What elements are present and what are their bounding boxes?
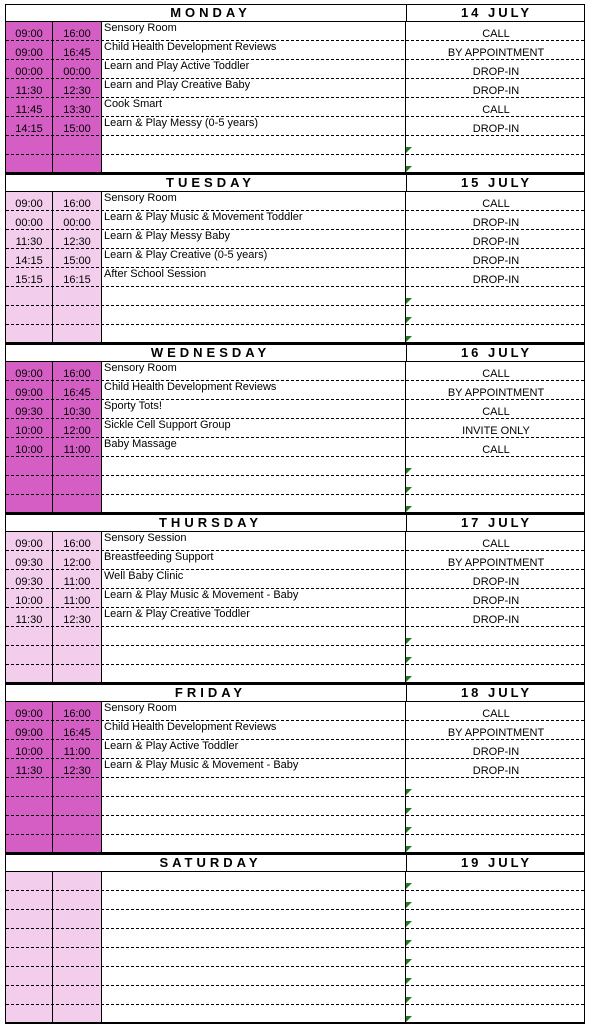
schedule-row <box>6 759 584 778</box>
schedule-row <box>6 948 584 967</box>
activity-cell: Learn & Play Active Toddler <box>104 740 239 752</box>
activity-cell <box>102 457 405 476</box>
activity-cell: Child Health Development Reviews <box>104 721 277 733</box>
start-time-cell: 09:00 <box>6 381 53 400</box>
start-time-cell: 15:15 <box>6 268 53 287</box>
booking-cell <box>405 797 586 816</box>
booking-cell <box>405 929 586 948</box>
day-name: THURSDAY <box>158 515 263 530</box>
booking-cell: DROP-IN <box>405 60 586 79</box>
end-time-cell <box>53 778 102 797</box>
booking-cell: CALL <box>405 192 586 211</box>
end-time-cell <box>53 929 102 948</box>
booking-cell <box>405 986 586 1005</box>
booking-cell: DROP-IN <box>405 268 586 287</box>
booking-cell: DROP-IN <box>405 211 586 230</box>
start-time-cell: 09:30 <box>6 551 53 570</box>
schedule-row <box>6 287 584 306</box>
start-time-cell <box>6 627 53 646</box>
activity-cell: Child Health Development Reviews <box>104 381 277 393</box>
end-time-cell: 12:30 <box>53 79 102 98</box>
end-time-cell: 11:00 <box>53 438 102 457</box>
day-header <box>6 175 584 192</box>
start-time-cell <box>6 910 53 929</box>
booking-cell <box>405 967 586 986</box>
start-time-cell: 10:00 <box>6 740 53 759</box>
booking-cell: CALL <box>405 22 586 41</box>
comment-marker-icon <box>406 978 412 984</box>
schedule-row <box>6 41 584 60</box>
end-time-cell: 11:00 <box>53 570 102 589</box>
end-time-cell: 12:00 <box>53 419 102 438</box>
booking-cell <box>405 778 586 797</box>
end-time-cell: 12:00 <box>53 551 102 570</box>
end-time-cell: 16:00 <box>53 362 102 381</box>
start-time-cell: 09:00 <box>6 702 53 721</box>
booking-cell: DROP-IN <box>405 249 586 268</box>
schedule-row <box>6 570 584 589</box>
end-time-cell <box>53 627 102 646</box>
day-date: 16 JULY <box>406 345 586 361</box>
start-time-cell <box>6 476 53 495</box>
activity-cell <box>102 910 405 929</box>
day-section-saturday <box>5 854 585 1023</box>
activity-cell: Learn & Play Creative (0-5 years) <box>104 249 268 261</box>
booking-cell: INVITE ONLY <box>405 419 586 438</box>
schedule-row <box>6 60 584 79</box>
start-time-cell: 11:45 <box>6 98 53 117</box>
activity-cell: Learn and Play Active Toddler <box>104 60 250 72</box>
booking-cell: DROP-IN <box>405 740 586 759</box>
end-time-cell: 11:00 <box>53 589 102 608</box>
start-time-cell <box>6 797 53 816</box>
end-time-cell: 00:00 <box>53 211 102 230</box>
booking-cell: DROP-IN <box>405 759 586 778</box>
end-time-cell: 15:00 <box>53 249 102 268</box>
booking-cell: CALL <box>405 532 586 551</box>
day-name: SATURDAY <box>159 855 262 870</box>
activity-cell <box>102 986 405 1005</box>
start-time-cell <box>6 891 53 910</box>
start-time-cell <box>6 948 53 967</box>
activity-cell <box>102 646 405 665</box>
booking-cell: DROP-IN <box>405 608 586 627</box>
activity-cell: Learn & Play Messy (0-5 years) <box>104 117 259 129</box>
end-time-cell <box>53 910 102 929</box>
day-section-tuesday <box>5 174 585 343</box>
start-time-cell <box>6 287 53 306</box>
schedule-row <box>6 721 584 740</box>
schedule-row <box>6 457 584 476</box>
start-time-cell: 11:30 <box>6 230 53 249</box>
booking-cell: DROP-IN <box>405 570 586 589</box>
activity-cell: Sensory Room <box>104 22 177 34</box>
end-time-cell: 15:00 <box>53 117 102 136</box>
start-time-cell <box>6 646 53 665</box>
booking-cell: DROP-IN <box>405 79 586 98</box>
schedule-row <box>6 249 584 268</box>
comment-marker-icon <box>406 902 412 908</box>
start-time-cell: 10:00 <box>6 589 53 608</box>
schedule-row <box>6 381 584 400</box>
start-time-cell <box>6 306 53 325</box>
end-time-cell: 12:30 <box>53 230 102 249</box>
start-time-cell: 11:30 <box>6 759 53 778</box>
booking-cell: BY APPOINTMENT <box>405 721 586 740</box>
schedule-row <box>6 438 584 457</box>
start-time-cell <box>6 967 53 986</box>
start-time-cell: 11:30 <box>6 608 53 627</box>
comment-marker-icon <box>406 487 412 493</box>
start-time-cell: 10:00 <box>6 438 53 457</box>
comment-marker-icon <box>406 921 412 927</box>
end-time-cell: 11:00 <box>53 740 102 759</box>
day-date: 18 JULY <box>406 685 586 701</box>
activity-cell: Sensory Room <box>104 192 177 204</box>
day-date: 17 JULY <box>406 515 586 531</box>
start-time-cell: 11:30 <box>6 79 53 98</box>
day-date: 14 JULY <box>406 5 586 21</box>
schedule-row <box>6 702 584 721</box>
day-date: 15 JULY <box>406 175 586 191</box>
activity-cell <box>102 872 405 891</box>
activity-cell: Learn & Play Music & Movement - Baby <box>104 759 299 771</box>
start-time-cell: 10:00 <box>6 419 53 438</box>
start-time-cell: 14:15 <box>6 249 53 268</box>
start-time-cell: 09:00 <box>6 22 53 41</box>
comment-marker-icon <box>406 789 412 795</box>
booking-cell <box>405 627 586 646</box>
schedule-row <box>6 306 584 325</box>
end-time-cell: 12:30 <box>53 608 102 627</box>
end-time-cell <box>53 891 102 910</box>
booking-cell <box>405 306 586 325</box>
schedule-row <box>6 419 584 438</box>
activity-cell <box>102 627 405 646</box>
end-time-cell: 16:45 <box>53 41 102 60</box>
start-time-cell: 00:00 <box>6 60 53 79</box>
section-divider <box>5 1022 585 1024</box>
day-header <box>6 345 584 362</box>
start-time-cell: 09:00 <box>6 362 53 381</box>
schedule-row <box>6 192 584 211</box>
end-time-cell <box>53 306 102 325</box>
schedule-row <box>6 400 584 419</box>
activity-cell: Learn & Play Music & Movement - Baby <box>104 589 299 601</box>
schedule-row <box>6 532 584 551</box>
day-section-wednesday <box>5 344 585 513</box>
comment-marker-icon <box>406 959 412 965</box>
activity-cell: Sickle Cell Support Group <box>104 419 231 431</box>
end-time-cell <box>53 136 102 155</box>
end-time-cell: 10:30 <box>53 400 102 419</box>
activity-cell: Learn & Play Messy Baby <box>104 230 230 242</box>
booking-cell: CALL <box>405 702 586 721</box>
end-time-cell <box>53 287 102 306</box>
activity-cell: Learn & Play Music & Movement Toddler <box>104 211 303 223</box>
day-header <box>6 5 584 22</box>
day-header <box>6 515 584 532</box>
schedule-row <box>6 872 584 891</box>
day-name: MONDAY <box>170 5 251 20</box>
comment-marker-icon <box>406 147 412 153</box>
activity-cell <box>102 136 405 155</box>
activity-cell: Cook Smart <box>104 98 163 110</box>
schedule-row <box>6 476 584 495</box>
comment-marker-icon <box>406 827 412 833</box>
end-time-cell <box>53 797 102 816</box>
start-time-cell: 14:15 <box>6 117 53 136</box>
booking-cell: CALL <box>405 98 586 117</box>
activity-cell: Baby Massage <box>104 438 177 450</box>
day-section-friday <box>5 684 585 853</box>
end-time-cell: 16:00 <box>53 22 102 41</box>
comment-marker-icon <box>406 808 412 814</box>
booking-cell: BY APPOINTMENT <box>405 41 586 60</box>
booking-cell: CALL <box>405 362 586 381</box>
activity-cell: Learn & Play Creative Toddler <box>104 608 250 620</box>
activity-cell <box>102 891 405 910</box>
schedule-row <box>6 646 584 665</box>
comment-marker-icon <box>406 298 412 304</box>
activity-cell <box>102 797 405 816</box>
start-time-cell: 09:00 <box>6 192 53 211</box>
activity-cell: Sporty Tots! <box>104 400 162 412</box>
end-time-cell: 12:30 <box>53 759 102 778</box>
day-section-thursday <box>5 514 585 683</box>
booking-cell <box>405 816 586 835</box>
schedule-row <box>6 778 584 797</box>
activity-cell: Child Health Development Reviews <box>104 41 277 53</box>
end-time-cell: 16:45 <box>53 721 102 740</box>
activity-cell: Well Baby Clinic <box>104 570 184 582</box>
day-name: TUESDAY <box>166 175 255 190</box>
start-time-cell <box>6 986 53 1005</box>
end-time-cell: 16:00 <box>53 702 102 721</box>
day-header <box>6 855 584 872</box>
activity-cell <box>102 816 405 835</box>
comment-marker-icon <box>406 468 412 474</box>
schedule-row <box>6 136 584 155</box>
booking-cell: DROP-IN <box>405 117 586 136</box>
end-time-cell <box>53 967 102 986</box>
schedule-row <box>6 230 584 249</box>
booking-cell <box>405 891 586 910</box>
booking-cell <box>405 872 586 891</box>
end-time-cell: 16:00 <box>53 192 102 211</box>
activity-cell <box>102 929 405 948</box>
activity-cell: Sensory Room <box>104 702 177 714</box>
activity-cell: Sensory Session <box>104 532 187 544</box>
end-time-cell <box>53 986 102 1005</box>
activity-cell: Breastfeeding Support <box>104 551 214 563</box>
end-time-cell <box>53 476 102 495</box>
schedule-row <box>6 740 584 759</box>
end-time-cell <box>53 816 102 835</box>
activity-cell <box>102 967 405 986</box>
start-time-cell: 09:00 <box>6 721 53 740</box>
schedule-row <box>6 816 584 835</box>
start-time-cell <box>6 136 53 155</box>
schedule-row <box>6 211 584 230</box>
schedule-row <box>6 589 584 608</box>
booking-cell <box>405 457 586 476</box>
schedule-row <box>6 79 584 98</box>
activity-cell: Learn and Play Creative Baby <box>104 79 251 91</box>
schedule-row <box>6 98 584 117</box>
end-time-cell <box>53 872 102 891</box>
end-time-cell: 13:30 <box>53 98 102 117</box>
activity-cell <box>102 778 405 797</box>
day-section-monday <box>5 4 585 173</box>
booking-cell: BY APPOINTMENT <box>405 381 586 400</box>
booking-cell <box>405 646 586 665</box>
day-header <box>6 685 584 702</box>
activity-cell <box>102 476 405 495</box>
start-time-cell: 00:00 <box>6 211 53 230</box>
booking-cell <box>405 476 586 495</box>
end-time-cell: 16:15 <box>53 268 102 287</box>
activity-cell <box>102 948 405 967</box>
booking-cell <box>405 136 586 155</box>
end-time-cell: 00:00 <box>53 60 102 79</box>
booking-cell: CALL <box>405 438 586 457</box>
activity-cell <box>102 287 405 306</box>
booking-cell: CALL <box>405 400 586 419</box>
end-time-cell <box>53 457 102 476</box>
schedule-row <box>6 22 584 41</box>
end-time-cell <box>53 646 102 665</box>
comment-marker-icon <box>406 997 412 1003</box>
comment-marker-icon <box>406 657 412 663</box>
day-name: FRIDAY <box>174 685 247 700</box>
start-time-cell <box>6 778 53 797</box>
comment-marker-icon <box>406 883 412 889</box>
booking-cell <box>405 948 586 967</box>
booking-cell: BY APPOINTMENT <box>405 551 586 570</box>
schedule-row <box>6 362 584 381</box>
booking-cell <box>405 910 586 929</box>
schedule-row <box>6 627 584 646</box>
start-time-cell: 09:00 <box>6 532 53 551</box>
start-time-cell <box>6 457 53 476</box>
schedule-row <box>6 797 584 816</box>
end-time-cell <box>53 948 102 967</box>
start-time-cell <box>6 816 53 835</box>
booking-cell: DROP-IN <box>405 589 586 608</box>
start-time-cell <box>6 872 53 891</box>
end-time-cell: 16:00 <box>53 532 102 551</box>
schedule-row <box>6 268 584 287</box>
day-date: 19 JULY <box>406 855 586 871</box>
end-time-cell: 16:45 <box>53 381 102 400</box>
comment-marker-icon <box>406 317 412 323</box>
schedule-row <box>6 117 584 136</box>
activity-cell: Sensory Room <box>104 362 177 374</box>
schedule-row <box>6 929 584 948</box>
schedule-row <box>6 967 584 986</box>
booking-cell: DROP-IN <box>405 230 586 249</box>
start-time-cell: 09:30 <box>6 570 53 589</box>
start-time-cell: 09:00 <box>6 41 53 60</box>
schedule-row <box>6 986 584 1005</box>
schedule-row <box>6 910 584 929</box>
schedule-row <box>6 608 584 627</box>
booking-cell <box>405 287 586 306</box>
start-time-cell: 09:30 <box>6 400 53 419</box>
start-time-cell <box>6 929 53 948</box>
day-name: WEDNESDAY <box>150 345 271 360</box>
schedule-row <box>6 551 584 570</box>
activity-cell <box>102 306 405 325</box>
comment-marker-icon <box>406 638 412 644</box>
comment-marker-icon <box>406 940 412 946</box>
activity-cell: After School Session <box>104 268 207 280</box>
schedule-row <box>6 891 584 910</box>
